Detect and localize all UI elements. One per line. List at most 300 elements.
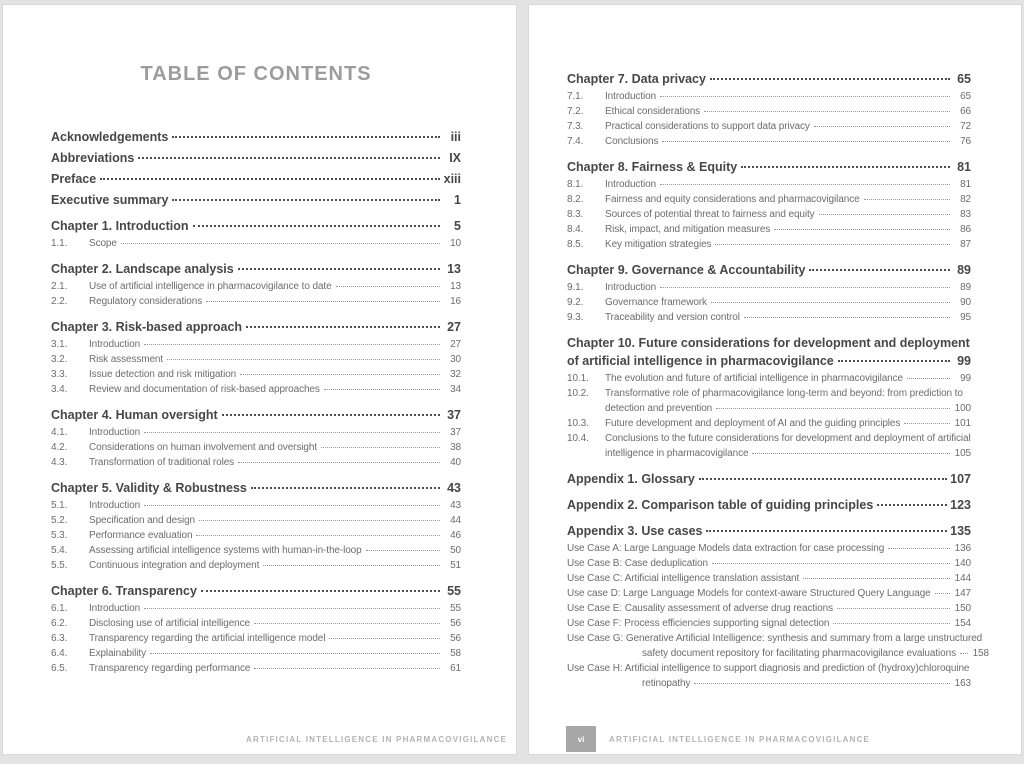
toc-entry-page: 87: [960, 239, 971, 250]
toc-entry[interactable]: [567, 601, 971, 616]
toc-entry-number: 4.2.: [51, 442, 68, 453]
toc-leader-dots: [704, 111, 950, 112]
toc-leader-dots: [960, 653, 968, 654]
toc-entry-label: Chapter 3. Risk-based approach: [51, 320, 243, 334]
toc-entry[interactable]: [567, 104, 971, 119]
toc-entry[interactable]: [567, 497, 971, 513]
toc-entry-label: Scope: [89, 238, 117, 249]
toc-entry-label: Issue detection and risk mitigation: [89, 369, 237, 380]
toc-leader-dots: [710, 78, 950, 80]
toc-leader-dots: [662, 141, 950, 142]
toc-entry-page: 105: [954, 448, 971, 459]
toc-entry-number: 3.4.: [51, 384, 68, 395]
toc-entry[interactable]: [51, 661, 461, 676]
toc-leader-dots: [694, 683, 950, 684]
toc-entry-page: 86: [960, 224, 971, 235]
toc-entry-label: Transformative role of pharmacovigilance long-term and beyond: from prediction to: [605, 388, 963, 399]
toc-leader-dots: [222, 414, 440, 416]
toc-leader-dots: [144, 608, 440, 609]
toc-entry-label: Governance framework: [605, 297, 707, 308]
toc-entry-label: retinopathy: [642, 678, 691, 689]
toc-entry-page: 30: [450, 354, 461, 365]
toc-entry-number: 9.1.: [567, 282, 584, 293]
toc-leader-dots: [774, 229, 950, 230]
toc-entry-page: 144: [954, 573, 971, 584]
toc-entry-page: 150: [954, 603, 971, 614]
toc-entry-page: 76: [960, 136, 971, 147]
toc-entry[interactable]: [51, 407, 461, 423]
toc-entry-label: intelligence in pharmacovigilance: [605, 448, 749, 459]
toc-leader-dots: [172, 136, 440, 138]
toc-leader-dots: [254, 623, 440, 624]
toc-entry-label: Future development and deployment of AI and the guiding principles: [605, 418, 901, 429]
page-number-badge: vi: [566, 726, 596, 752]
toc-entry-label: Practical considerations to support data privacy: [605, 121, 810, 132]
toc-entry-page: 44: [450, 515, 461, 526]
toc-entry-number: 10.3.: [567, 418, 589, 429]
toc-entry-label: Use case D: Large Language Models for context-aware Structured Query Language: [567, 588, 931, 599]
toc-entry-label: detection and prevention: [605, 403, 713, 414]
toc-entry-label: Appendix 1. Glossary: [567, 472, 695, 486]
toc-entry-page: 56: [450, 633, 461, 644]
toc-entry[interactable]: [51, 440, 461, 455]
toc-entry-continuation[interactable]: [567, 401, 971, 416]
toc-entry-label: Continuous integration and deployment: [89, 560, 260, 571]
toc-right-column: [567, 71, 989, 691]
toc-leader-dots: [238, 268, 440, 270]
toc-entry-label: Appendix 3. Use cases: [567, 524, 703, 538]
toc-entry-page: 89: [957, 263, 971, 277]
toc-entry-number: 10.4.: [567, 433, 589, 444]
document-page-left: [2, 4, 517, 755]
toc-entry[interactable]: [51, 583, 461, 599]
toc-leader-dots: [246, 326, 440, 328]
toc-entry-page: xiii: [443, 172, 461, 186]
toc-leader-dots: [715, 244, 950, 245]
toc-entry[interactable]: [567, 89, 971, 104]
toc-entry[interactable]: [567, 523, 971, 539]
toc-entry[interactable]: [51, 498, 461, 513]
toc-entry-number: 5.1.: [51, 500, 68, 511]
toc-entry-page: 135: [950, 524, 971, 538]
toc-entry-page: 140: [954, 558, 971, 569]
toc-leader-dots: [238, 462, 440, 463]
toc-entry-page: 61: [450, 663, 461, 674]
toc-entry-page: 65: [957, 72, 971, 86]
toc-entry[interactable]: [567, 262, 971, 278]
toc-leader-dots: [814, 126, 950, 127]
toc-leader-dots: [741, 166, 950, 168]
toc-entry-page: 81: [957, 160, 971, 174]
toc-entry[interactable]: [51, 261, 461, 277]
toc-entry-label: Risk, impact, and mitigation measures: [605, 224, 771, 235]
toc-entry-label: Transparency regarding performance: [89, 663, 251, 674]
toc-leader-dots: [254, 668, 440, 669]
toc-entry-number: 9.3.: [567, 312, 584, 323]
toc-entry-label: Chapter 9. Governance & Accountability: [567, 263, 806, 277]
toc-entry-label: Chapter 6. Transparency: [51, 584, 197, 598]
toc-entry-label: Key mitigation strategies: [605, 239, 712, 250]
toc-leader-dots: [329, 638, 440, 639]
toc-entry[interactable]: [51, 513, 461, 528]
toc-entry[interactable]: [567, 616, 971, 631]
toc-entry[interactable]: [567, 280, 971, 295]
toc-leader-dots: [206, 301, 440, 302]
toc-entry[interactable]: [51, 646, 461, 661]
toc-entry-continuation[interactable]: [567, 646, 989, 661]
toc-entry-label: Introduction: [89, 603, 141, 614]
toc-entry-page: 89: [960, 282, 971, 293]
toc-leader-dots: [144, 505, 440, 506]
toc-entry-label: Introduction: [89, 427, 141, 438]
toc-entry-label: Regulatory considerations: [89, 296, 203, 307]
toc-entry-label: Introduction: [605, 179, 657, 190]
toc-entry[interactable]: [51, 455, 461, 470]
toc-entry-page: 55: [447, 584, 461, 598]
toc-entry-label: Use Case B: Case deduplication: [567, 558, 708, 569]
toc-entry-page: 27: [447, 320, 461, 334]
footer-running-title: ARTIFICIAL INTELLIGENCE IN PHARMACOVIGILANCE: [609, 734, 871, 744]
toc-entry-page: 46: [450, 530, 461, 541]
toc-entry-page: 38: [450, 442, 461, 453]
toc-entry[interactable]: [51, 337, 461, 352]
toc-entry-page: 27: [450, 339, 461, 350]
toc-leader-dots: [877, 504, 947, 506]
toc-entry-page: 55: [450, 603, 461, 614]
toc-leader-dots: [144, 344, 440, 345]
toc-entry-page: 10: [450, 238, 461, 249]
toc-entry[interactable]: [567, 556, 971, 571]
toc-entry-page: 13: [447, 262, 461, 276]
toc-entry-page: 56: [450, 618, 461, 629]
toc-entry-page: 158: [972, 648, 989, 659]
toc-leader-dots: [660, 96, 950, 97]
toc-entry[interactable]: [567, 371, 971, 386]
toc-entry-label: Use Case A: Large Language Models data extraction for case processing: [567, 543, 885, 554]
toc-entry-number: 7.2.: [567, 106, 584, 117]
toc-entry-label: Sources of potential threat to fairness and equity: [605, 209, 815, 220]
toc-leader-dots: [809, 269, 950, 271]
toc-entry-number: 5.5.: [51, 560, 68, 571]
toc-entry-page: 101: [954, 418, 971, 429]
toc-entry-page: 99: [957, 354, 971, 368]
toc-leader-dots: [833, 623, 950, 624]
toc-leader-dots: [744, 317, 950, 318]
toc-entry[interactable]: [567, 661, 971, 676]
toc-leader-dots: [752, 453, 950, 454]
toc-entry-page: 65: [960, 91, 971, 102]
toc-entry-label: Use of artificial intelligence in pharmacovigilance to date: [89, 281, 332, 292]
toc-entry-label: Review and documentation of risk-based approaches: [89, 384, 320, 395]
toc-entry-number: 5.4.: [51, 545, 68, 556]
toc-entry[interactable]: [567, 431, 971, 446]
toc-leader-dots: [144, 432, 440, 433]
toc-entry[interactable]: [51, 367, 461, 382]
toc-entry-label: The evolution and future of artificial intelligence in pharmacovigilance: [605, 373, 903, 384]
toc-leader-dots: [321, 447, 440, 448]
toc-entry[interactable]: [51, 543, 461, 558]
toc-left-column: [51, 129, 461, 676]
toc-entry[interactable]: [567, 586, 971, 601]
toc-entry-page: 100: [954, 403, 971, 414]
toc-entry[interactable]: [567, 192, 971, 207]
toc-leader-dots: [864, 199, 950, 200]
toc-entry-label: Explainability: [89, 648, 146, 659]
toc-entry-number: 5.3.: [51, 530, 68, 541]
toc-entry[interactable]: [567, 71, 971, 87]
toc-entry[interactable]: [567, 571, 971, 586]
toc-entry[interactable]: [51, 528, 461, 543]
toc-entry-number: 3.3.: [51, 369, 68, 380]
toc-entry-page: 34: [450, 384, 461, 395]
toc-leader-dots: [251, 487, 440, 489]
toc-entry-page: 163: [954, 678, 971, 689]
toc-entry-page: 82: [960, 194, 971, 205]
toc-entry-number: 6.2.: [51, 618, 68, 629]
toc-entry[interactable]: [51, 279, 461, 294]
toc-entry-number: 2.2.: [51, 296, 68, 307]
toc-entry-label: Specification and design: [89, 515, 196, 526]
toc-entry-label: Chapter 1. Introduction: [51, 219, 189, 233]
toc-leader-dots: [838, 360, 950, 362]
toc-entry-continuation[interactable]: [567, 353, 971, 369]
toc-entry[interactable]: [51, 294, 461, 309]
toc-entry-label: Chapter 10. Future considerations for development and deployment: [567, 336, 970, 350]
toc-leader-dots: [888, 548, 950, 549]
toc-entry[interactable]: [51, 129, 461, 145]
toc-entry[interactable]: [567, 631, 983, 646]
toc-entry-page: 147: [954, 588, 971, 599]
toc-entry-label: Ethical considerations: [605, 106, 701, 117]
toc-entry-page: 51: [450, 560, 461, 571]
toc-leader-dots: [935, 593, 950, 594]
toc-leader-dots: [138, 157, 440, 159]
toc-entry-label: Introduction: [89, 339, 141, 350]
toc-leader-dots: [263, 565, 440, 566]
toc-entry-number: 6.1.: [51, 603, 68, 614]
toc-entry-number: 5.2.: [51, 515, 68, 526]
toc-leader-dots: [837, 608, 950, 609]
toc-entry[interactable]: [567, 222, 971, 237]
toc-entry[interactable]: [567, 134, 971, 149]
toc-entry-label: Introduction: [89, 500, 141, 511]
toc-leader-dots: [819, 214, 950, 215]
toc-entry-page: 43: [450, 500, 461, 511]
toc-leader-dots: [172, 199, 440, 201]
toc-entry-page: 66: [960, 106, 971, 117]
toc-entry[interactable]: [567, 310, 971, 325]
toc-entry-page: 58: [450, 648, 461, 659]
toc-entry-label: Use Case E: Causality assessment of adverse drug reactions: [567, 603, 833, 614]
toc-entry[interactable]: [51, 218, 461, 234]
toc-entry-number: 8.2.: [567, 194, 584, 205]
toc-entry-label: Abbreviations: [51, 151, 135, 165]
toc-entry-label: Acknowledgements: [51, 130, 169, 144]
toc-entry[interactable]: [567, 207, 971, 222]
document-page-right: [528, 4, 1022, 755]
toc-entry[interactable]: [51, 150, 461, 166]
toc-entry[interactable]: [567, 295, 971, 310]
toc-entry-page: 40: [450, 457, 461, 468]
toc-leader-dots: [150, 653, 440, 654]
toc-entry-label: Chapter 2. Landscape analysis: [51, 262, 234, 276]
toc-entry-page: 81: [960, 179, 971, 190]
toc-entry-number: 6.4.: [51, 648, 68, 659]
toc-entry-page: 123: [950, 498, 971, 512]
toc-leader-dots: [366, 550, 440, 551]
toc-entry-page: 37: [447, 408, 461, 422]
toc-entry-number: 9.2.: [567, 297, 584, 308]
toc-entry-label: Transformation of traditional roles: [89, 457, 235, 468]
toc-leader-dots: [196, 535, 440, 536]
toc-entry-number: 8.3.: [567, 209, 584, 220]
toc-entry-page: 136: [954, 543, 971, 554]
toc-entry-label: Chapter 4. Human oversight: [51, 408, 218, 422]
toc-entry-label: Transparency regarding the artificial intelligence model: [89, 633, 326, 644]
toc-entry[interactable]: [51, 171, 461, 187]
toc-leader-dots: [699, 478, 947, 480]
toc-entry-page: 43: [447, 481, 461, 495]
toc-entry-page: 32: [450, 369, 461, 380]
toc-entry-number: 7.4.: [567, 136, 584, 147]
toc-leader-dots: [240, 374, 440, 375]
toc-entry-page: 37: [450, 427, 461, 438]
toc-leader-dots: [712, 563, 950, 564]
footer-right: [529, 725, 1021, 753]
toc-entry-label: Conclusions: [605, 136, 659, 147]
toc-entry-page: 5: [454, 219, 461, 233]
toc-entry-label: Chapter 7. Data privacy: [567, 72, 706, 86]
toc-leader-dots: [324, 389, 440, 390]
toc-entry[interactable]: [51, 382, 461, 397]
toc-entry-number: 4.3.: [51, 457, 68, 468]
toc-entry-number: 8.5.: [567, 239, 584, 250]
toc-leader-dots: [121, 243, 440, 244]
toc-entry-label: Preface: [51, 172, 97, 186]
toc-entry[interactable]: [567, 416, 971, 431]
toc-entry[interactable]: [51, 631, 461, 646]
toc-entry-label: Use Case H: Artificial intelligence to support diagnosis and prediction of (hydroxy)chloroquine: [567, 663, 970, 674]
toc-entry[interactable]: [567, 335, 971, 351]
toc-entry-number: 3.1.: [51, 339, 68, 350]
toc-entry-label: Use Case C: Artificial intelligence translation assistant: [567, 573, 800, 584]
toc-entry-label: Fairness and equity considerations and pharmacovigilance: [605, 194, 860, 205]
toc-leader-dots: [201, 590, 440, 592]
toc-entry-page: 1: [454, 193, 461, 207]
toc-entry-label: Use Case F: Process efficiencies supporting signal detection: [567, 618, 830, 629]
toc-entry[interactable]: [51, 236, 461, 251]
toc-leader-dots: [660, 184, 950, 185]
toc-leader-dots: [711, 302, 950, 303]
toc-entry-label: Use Case G: Generative Artificial Intelligence: synthesis and summary from a large unstructured: [567, 633, 983, 644]
toc-entry-label: Disclosing use of artificial intelligence: [89, 618, 250, 629]
toc-entry-page: 154: [954, 618, 971, 629]
footer-left: [3, 725, 516, 753]
toc-leader-dots: [803, 578, 950, 579]
toc-entry[interactable]: [51, 558, 461, 573]
toc-entry-page: IX: [449, 151, 461, 165]
toc-entry-continuation[interactable]: [567, 676, 971, 691]
toc-leader-dots: [167, 359, 440, 360]
toc-entry-label: Considerations on human involvement and oversight: [89, 442, 318, 453]
toc-entry[interactable]: [567, 237, 971, 252]
toc-entry-label: Executive summary: [51, 193, 169, 207]
toc-entry-label: Performance evaluation: [89, 530, 193, 541]
toc-leader-dots: [904, 423, 950, 424]
toc-entry-number: 2.1.: [51, 281, 68, 292]
toc-entry[interactable]: [51, 192, 461, 208]
footer-running-title: ARTIFICIAL INTELLIGENCE IN PHARMACOVIGILANCE: [246, 734, 508, 744]
toc-entry[interactable]: [567, 177, 971, 192]
toc-entry-number: 8.1.: [567, 179, 584, 190]
toc-entry-page: 72: [960, 121, 971, 132]
toc-entry-page: 95: [960, 312, 971, 323]
toc-leader-dots: [660, 287, 950, 288]
toc-entry-label: Assessing artificial intelligence systems with human-in-the-loop: [89, 545, 362, 556]
toc-entry-page: iii: [450, 130, 461, 144]
toc-entry-label: Risk assessment: [89, 354, 164, 365]
toc-entry[interactable]: [51, 616, 461, 631]
toc-leader-dots: [199, 520, 440, 521]
toc-leader-dots: [100, 178, 440, 180]
toc-entry-label: Appendix 2. Comparison table of guiding principles: [567, 498, 874, 512]
toc-entry-label: of artificial intelligence in pharmacovigilance: [567, 354, 834, 368]
toc-entry[interactable]: [51, 352, 461, 367]
toc-leader-dots: [193, 225, 441, 227]
toc-entry[interactable]: [567, 386, 971, 401]
toc-entry-number: 8.4.: [567, 224, 584, 235]
toc-entry-label: safety document repository for facilitating pharmacovigilance evaluations: [642, 648, 956, 659]
toc-leader-dots: [336, 286, 440, 287]
toc-entry-page: 99: [960, 373, 971, 384]
toc-entry[interactable]: [567, 471, 971, 487]
toc-entry-number: 6.3.: [51, 633, 68, 644]
toc-entry-number: 10.2.: [567, 388, 589, 399]
toc-entry-number: 10.1.: [567, 373, 589, 384]
toc-entry-label: Chapter 8. Fairness & Equity: [567, 160, 738, 174]
toc-entry-continuation[interactable]: [567, 446, 971, 461]
toc-leader-dots: [706, 530, 947, 532]
toc-entry-page: 90: [960, 297, 971, 308]
toc-entry[interactable]: [51, 319, 461, 335]
toc-entry[interactable]: [51, 601, 461, 616]
toc-leader-dots: [907, 378, 950, 379]
toc-entry[interactable]: [567, 159, 971, 175]
page-title: TABLE OF CONTENTS: [140, 63, 372, 85]
toc-entry[interactable]: [567, 541, 971, 556]
toc-leader-dots: [716, 408, 950, 409]
toc-entry[interactable]: [567, 119, 971, 134]
toc-entry[interactable]: [51, 480, 461, 496]
toc-entry-number: 1.1.: [51, 238, 68, 249]
toc-entry-number: 6.5.: [51, 663, 68, 674]
toc-entry-page: 13: [450, 281, 461, 292]
toc-entry-label: Introduction: [605, 91, 657, 102]
toc-entry-label: Conclusions to the future considerations for development and deployment of artificial: [605, 433, 971, 444]
toc-entry-page: 16: [450, 296, 461, 307]
toc-entry-label: Traceability and version control: [605, 312, 740, 323]
toc-entry-number: 7.3.: [567, 121, 584, 132]
toc-entry-label: Chapter 5. Validity & Robustness: [51, 481, 247, 495]
toc-entry-number: 4.1.: [51, 427, 68, 438]
toc-entry-page: 83: [960, 209, 971, 220]
toc-entry-label: Introduction: [605, 282, 657, 293]
toc-entry-number: 7.1.: [567, 91, 584, 102]
toc-entry-page: 50: [450, 545, 461, 556]
toc-entry-page: 107: [950, 472, 971, 486]
toc-entry-number: 3.2.: [51, 354, 68, 365]
toc-entry[interactable]: [51, 425, 461, 440]
